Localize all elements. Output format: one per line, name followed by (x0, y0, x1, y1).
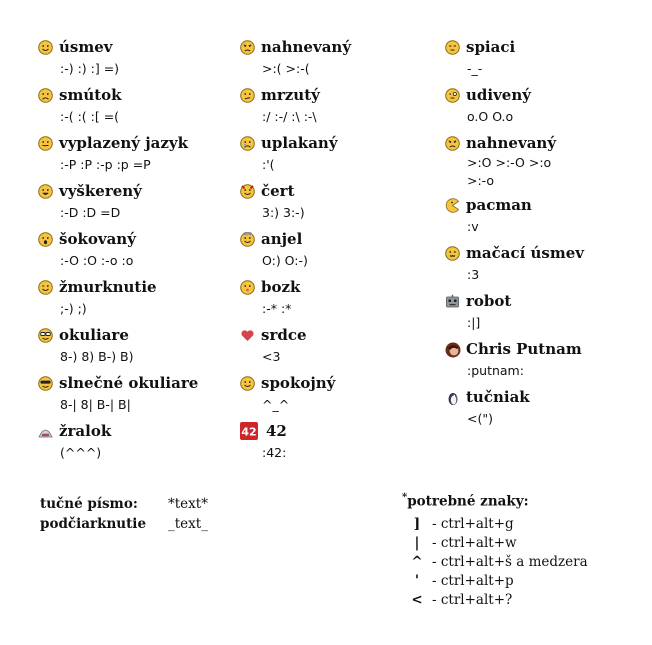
emoticon-name: bozk (261, 278, 301, 296)
emoticon-codes: 8-| 8| B-| B| (60, 397, 131, 412)
emoticon-entry (38, 228, 228, 276)
colonthree-icon (445, 246, 460, 261)
emoticon-entry (240, 228, 430, 276)
emoticon-title (38, 324, 228, 346)
emoticon-title (38, 372, 228, 394)
emoticon-title (38, 180, 228, 202)
emoticon-name: spiaci (466, 38, 516, 56)
emoticon-entry (240, 180, 430, 228)
emoticon-entry (445, 36, 645, 84)
formatting-label: podčiarknutie (40, 516, 147, 532)
emoticon-column-3 (445, 36, 645, 434)
emoticon-entry (240, 84, 430, 132)
emoticon-entry (445, 386, 645, 434)
formatting-value: *text* (168, 496, 208, 512)
emoticon-codes: :-) :) :] =) (60, 61, 120, 76)
emoticon-entry (240, 36, 430, 84)
formatting-underline-row (40, 514, 208, 534)
wink-icon (38, 280, 53, 295)
emoticon-title (240, 36, 430, 58)
emoticon-codes: ^_^ (262, 397, 290, 412)
emoticon-entry (38, 372, 228, 420)
emoticon-name: vyplazený jazyk (59, 134, 189, 152)
emoticon-title (38, 228, 228, 250)
emoticon-name: robot (466, 292, 512, 310)
tongue-icon (38, 136, 53, 151)
emoticon-codes: :/ :-/ :\ :-\ (262, 109, 317, 124)
grin-icon (38, 184, 53, 199)
emoticon-entry (445, 194, 645, 242)
emoticon-entry (445, 132, 645, 194)
emoticon-codes: :3 (467, 267, 480, 282)
emoticon-codes: :-* :* (262, 301, 292, 316)
emoticon-title (240, 372, 430, 394)
required-key-shortcut: - ctrl+alt+w (432, 534, 517, 551)
emoticon-name: srdce (261, 326, 307, 344)
sad-icon (38, 88, 53, 103)
emoticon-title (445, 84, 645, 106)
required-key-char: ] (413, 515, 421, 532)
squint-icon (445, 40, 460, 55)
emoticon-entry (240, 276, 430, 324)
required-keys-title (402, 492, 588, 514)
emoticon-codes: o.O O.o (467, 109, 514, 124)
emoticon-name: smútok (59, 86, 122, 104)
emoticon-codes: :v (467, 219, 479, 234)
emoticon-entry (445, 242, 645, 290)
required-key-char: | (414, 534, 420, 551)
penguin-icon (445, 390, 460, 405)
emoticon-column-1 (38, 36, 228, 468)
emoticon-title (445, 194, 645, 216)
emoticon-entry (240, 132, 430, 180)
emoticon-title (445, 386, 645, 408)
emoticon-name: spokojný (261, 374, 336, 392)
required-key-shortcut: - ctrl+alt+? (432, 591, 513, 608)
kiss-icon (240, 280, 255, 295)
emoticon-title (240, 276, 430, 298)
svg-text:42: 42 (241, 425, 257, 439)
emoticon-name: pacman (466, 196, 532, 214)
devil-icon (240, 184, 255, 199)
emoticon-codes: ;-) ;) (60, 301, 87, 316)
emoticon-name: žmurknutie (59, 278, 157, 296)
emoticon-title (445, 338, 645, 360)
sunglasses-icon (38, 376, 53, 391)
emoticon-name: úsmev (59, 38, 113, 56)
required-key-row (402, 552, 588, 571)
emoticon-entry (445, 84, 645, 132)
emoticon-codes: >:O >:-O >:o (467, 155, 552, 170)
required-key-row (402, 571, 588, 590)
emoticon-entry (38, 180, 228, 228)
required-keys-title-text: potrebné znaky: (407, 493, 529, 510)
emoticon-entry (38, 132, 228, 180)
emoticon-name: nahnevaný (261, 38, 352, 56)
emoticon-entry (38, 324, 228, 372)
happy-icon (240, 376, 255, 391)
required-key-char: < (411, 591, 423, 608)
emoticon-codes: :-O :O :-o :o (60, 253, 134, 268)
emoticon-entry (445, 338, 645, 386)
required-key-row (402, 590, 588, 609)
required-key-char: ^ (411, 553, 423, 570)
emoticon-entry (240, 372, 430, 420)
emoticon-codes: :42: (262, 445, 287, 460)
robot-icon (445, 294, 460, 309)
emoticon-title (38, 420, 228, 442)
required-key-shortcut: - ctrl+alt+š a medzera (432, 553, 588, 570)
unsure-icon (240, 88, 255, 103)
emoticon-codes: -_- (467, 61, 483, 76)
emoticon-title (445, 132, 645, 154)
emoticon-title (38, 276, 228, 298)
emoticon-name: čert (261, 182, 295, 200)
putnam-icon (445, 342, 460, 357)
emoticon-title (38, 36, 228, 58)
emoticon-codes: 3:) 3:-) (262, 205, 305, 220)
emoticon-name: tučniak (466, 388, 530, 406)
emoticon-entry (38, 36, 228, 84)
emoticon-name: udivený (466, 86, 531, 104)
emoticon-entry (240, 420, 430, 468)
emoticon-title (38, 84, 228, 106)
emoticon-name: mačací úsmev (466, 244, 584, 262)
required-key-shortcut: - ctrl+alt+g (432, 515, 514, 532)
emoticon-name: 42 (266, 422, 287, 440)
emoticon-name: slnečné okuliare (59, 374, 199, 392)
emoticon-codes: :-( :( :[ =( (60, 109, 120, 124)
42-icon (240, 422, 258, 440)
emoticon-entry (240, 324, 430, 372)
emoticon-column-2 (240, 36, 430, 468)
emoticon-codes: <(") (467, 411, 493, 426)
required-key-char: ' (414, 572, 420, 589)
emoticon-codes: :|] (467, 315, 481, 330)
emoticon-name: šokovaný (59, 230, 136, 248)
glasses-icon (38, 328, 53, 343)
emoticon-name: Chris Putnam (466, 340, 582, 358)
emoticon-entry (38, 276, 228, 324)
emoticon-title (38, 132, 228, 154)
emoticon-codes: >:( >:-( (262, 61, 310, 76)
required-keys-section (402, 492, 588, 609)
formatting-label: tučné písmo: (40, 496, 138, 512)
emoticon-codes: :-D :D =D (60, 205, 121, 220)
angry-icon (240, 40, 255, 55)
emoticon-entry (38, 84, 228, 132)
emoticon-name: mrzutý (261, 86, 320, 104)
confused-icon (445, 88, 460, 103)
emoticon-codes: <3 (262, 349, 281, 364)
formatting-bold-row (40, 494, 208, 514)
required-key-shortcut: - ctrl+alt+p (432, 572, 514, 589)
emoticon-codes: O:) O:-) (262, 253, 308, 268)
required-key-row (402, 533, 588, 552)
emoticon-entry (38, 420, 228, 468)
angel-icon (240, 232, 255, 247)
required-key-row (402, 514, 588, 533)
shark-icon (38, 424, 53, 439)
heart-icon (240, 328, 255, 343)
emoticon-name: okuliare (59, 326, 129, 344)
asterisk: * (402, 492, 408, 503)
emoticon-codes: (^^^) (60, 445, 102, 460)
emoticon-title (240, 84, 430, 106)
emoticon-title (240, 420, 430, 442)
emoticon-title (240, 180, 430, 202)
emoticon-title (445, 36, 645, 58)
emoticon-entry (445, 290, 645, 338)
emoticon-title (445, 290, 645, 312)
emoticon-codes: :-P :P :-p :p =P (60, 157, 151, 172)
emoticon-codes: :'( (262, 157, 275, 172)
pacman-icon (445, 198, 460, 213)
emoticon-title (240, 324, 430, 346)
emoticon-codes: 8-) 8) B-) B) (60, 349, 134, 364)
smile-icon (38, 40, 53, 55)
shocked-icon (38, 232, 53, 247)
formatting-section (40, 494, 208, 534)
cry-icon (240, 136, 255, 151)
formatting-value: _text_ (168, 516, 208, 532)
emoticon-name: vyškerený (59, 182, 142, 200)
emoticon-name: žralok (59, 422, 112, 440)
emoticon-codes: >:-o (467, 173, 495, 188)
grumpy-icon (445, 136, 460, 151)
emoticon-title (445, 242, 645, 264)
emoticon-name: nahnevaný (466, 134, 557, 152)
emoticon-name: anjel (261, 230, 303, 248)
emoticon-title (240, 132, 430, 154)
emoticon-title (240, 228, 430, 250)
emoticon-codes: :putnam: (467, 363, 524, 378)
emoticon-name: uplakaný (261, 134, 338, 152)
